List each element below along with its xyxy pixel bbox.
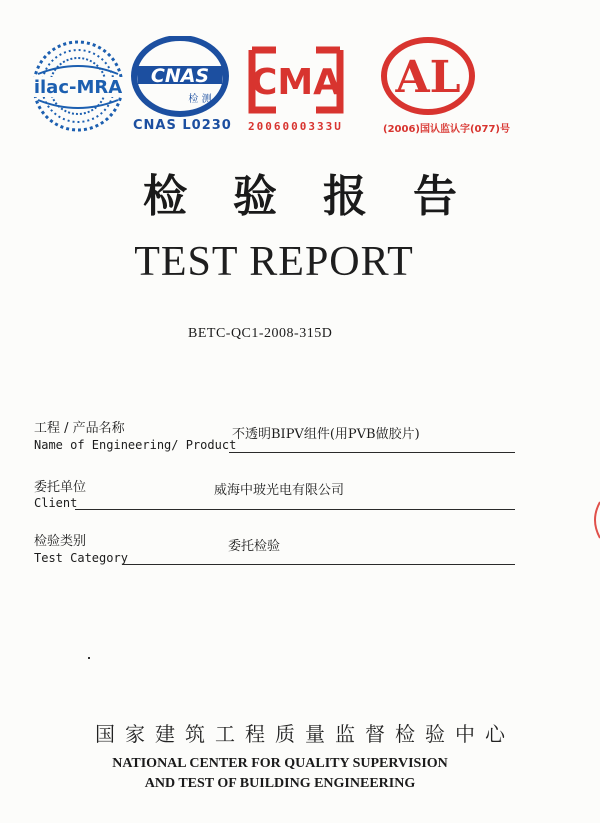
report-number: BETC-QC1-2008-315D bbox=[188, 326, 333, 341]
field-label-en: Client bbox=[34, 496, 78, 510]
field-value: 委托检验 bbox=[228, 539, 281, 554]
field-value: 威海中玻光电有限公司 bbox=[214, 483, 345, 498]
dot-mark bbox=[88, 657, 90, 659]
ilac-mra-logo bbox=[30, 38, 126, 134]
al-text: AL bbox=[395, 52, 461, 103]
report-title-chinese: 检验报告 bbox=[143, 171, 503, 222]
field-underline bbox=[229, 452, 515, 453]
al-logo bbox=[380, 36, 476, 120]
field-underline bbox=[122, 564, 515, 565]
field-label-en: Test Category bbox=[34, 551, 128, 565]
field-label-cn: 委托单位 bbox=[34, 480, 87, 495]
cnas-caption: CNAS L0230 bbox=[133, 118, 232, 133]
field-label-cn: 检验类别 bbox=[34, 534, 87, 549]
field-underline bbox=[75, 509, 515, 510]
field-label-en: Name of Engineering/ Product bbox=[34, 438, 237, 452]
cma-logo bbox=[246, 44, 346, 116]
field-label-cn: 工程 / 产品名称 bbox=[34, 421, 125, 436]
report-title-english: TEST REPORT bbox=[134, 239, 414, 285]
ilac-mra-text: ilac-MRA bbox=[33, 77, 123, 98]
seal-edge bbox=[588, 500, 600, 540]
issuer-name-english-line2: AND TEST OF BUILDING ENGINEERING bbox=[144, 776, 416, 791]
cma-caption: 2006000333U bbox=[248, 120, 343, 133]
issuer-name-english-line1: NATIONAL CENTER FOR QUALITY SUPERVISION bbox=[112, 756, 448, 771]
issuer-name-chinese: 国家建筑工程质量监督检验中心 bbox=[95, 722, 515, 746]
cnas-text: CNAS bbox=[150, 65, 210, 87]
cnas-sub-text: 检 测 bbox=[188, 94, 212, 105]
field-value: 不透明BIPV组件(用PVB做胶片) bbox=[232, 427, 420, 442]
cnas-logo bbox=[130, 36, 230, 120]
cma-text: CMA bbox=[250, 62, 342, 103]
al-caption: (2006)国认监认字(077)号 bbox=[383, 124, 510, 135]
